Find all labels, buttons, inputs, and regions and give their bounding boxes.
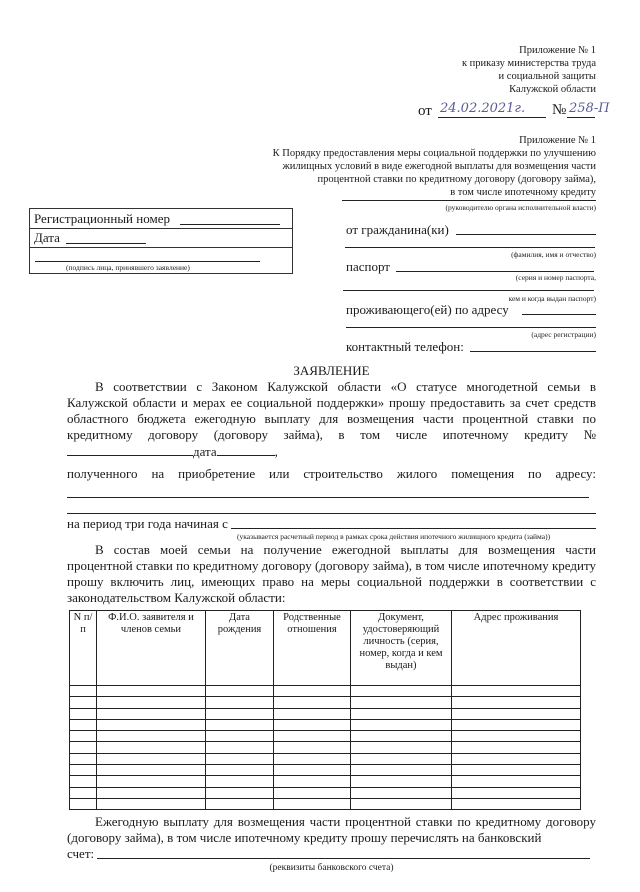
table-row: [70, 719, 581, 730]
table-cell[interactable]: [97, 719, 206, 730]
table-row: [70, 776, 581, 787]
table-cell[interactable]: [274, 753, 351, 764]
table-cell[interactable]: [274, 798, 351, 809]
table-cell[interactable]: [452, 776, 581, 787]
table-cell[interactable]: [351, 697, 452, 708]
table-cell[interactable]: [97, 765, 206, 776]
procedure-line: К Порядку предоставления меры социальной поддержки по улучшению: [272, 148, 596, 159]
table-row: [70, 742, 581, 753]
table-cell[interactable]: [97, 686, 206, 697]
appendix-line: Калужской области: [509, 84, 596, 95]
table-cell[interactable]: [452, 686, 581, 697]
table-cell[interactable]: [452, 731, 581, 742]
credit-number-label: (договору займа), в том числе ипотечному кредиту №: [213, 427, 597, 442]
appendix-block: [462, 44, 596, 96]
table-cell[interactable]: [452, 798, 581, 809]
table-row: [70, 753, 581, 764]
order-number-label: №: [552, 102, 567, 118]
phone-field[interactable]: [470, 351, 596, 352]
address-field[interactable]: [522, 314, 596, 315]
table-cell[interactable]: [274, 776, 351, 787]
col-header-fio: Ф.И.О. заявителя и членов семьи: [97, 611, 206, 686]
table-cell[interactable]: [70, 731, 97, 742]
paragraph-payment: Ежегодную выплату для возмещения части процентной ставки по кредитному договору (договору займа), в том числе ипотечному кредиту прошу перечислять на банковский: [67, 814, 596, 846]
table-cell[interactable]: [274, 719, 351, 730]
table-cell[interactable]: [97, 697, 206, 708]
table-cell[interactable]: [274, 686, 351, 697]
table-cell[interactable]: [274, 765, 351, 776]
table-cell[interactable]: [70, 719, 97, 730]
table-cell[interactable]: [206, 719, 274, 730]
table-row: [70, 697, 581, 708]
table-cell[interactable]: [351, 742, 452, 753]
table-cell[interactable]: [452, 742, 581, 753]
table-cell[interactable]: [206, 765, 274, 776]
table-row: [70, 765, 581, 776]
table-cell[interactable]: [97, 787, 206, 798]
table-cell[interactable]: [70, 686, 97, 697]
table-cell[interactable]: [206, 753, 274, 764]
address-hint: (адрес регистрации): [531, 330, 596, 339]
table-cell[interactable]: [274, 731, 351, 742]
account-label: счет:: [67, 846, 95, 862]
table-cell[interactable]: [97, 753, 206, 764]
table-cell[interactable]: [274, 697, 351, 708]
table-cell[interactable]: [452, 708, 581, 719]
passport-field[interactable]: [396, 271, 594, 272]
address-label: проживающего(ей) по адресу: [346, 302, 509, 317]
property-address-field-2[interactable]: [67, 498, 596, 514]
table-cell[interactable]: [274, 787, 351, 798]
table-cell[interactable]: [351, 708, 452, 719]
table-cell[interactable]: [70, 776, 97, 787]
table-cell[interactable]: [351, 719, 452, 730]
date-label: Дата: [34, 230, 60, 245]
table-row: [70, 798, 581, 809]
col-header-address: Адрес проживания: [452, 611, 581, 686]
order-number: 258-П: [569, 101, 610, 116]
property-address-field[interactable]: [67, 482, 589, 498]
table-cell[interactable]: [97, 776, 206, 787]
credit-number-field[interactable]: [67, 443, 193, 456]
period-field[interactable]: [231, 516, 596, 529]
credit-date-field[interactable]: [217, 443, 275, 456]
table-cell[interactable]: [351, 765, 452, 776]
procedure-line: в том числе ипотечному кредиту: [450, 187, 596, 198]
address-field-2[interactable]: [346, 327, 596, 328]
fio-field[interactable]: [345, 247, 595, 248]
order-date: 24.02.2021г.: [440, 101, 526, 116]
table-cell[interactable]: [70, 697, 97, 708]
passport-label: паспорт: [346, 259, 390, 274]
col-header-birthdate: Дата рождения: [206, 611, 274, 686]
table-cell[interactable]: [274, 708, 351, 719]
table-cell[interactable]: [452, 697, 581, 708]
table-row: [70, 686, 581, 697]
table-cell[interactable]: [206, 787, 274, 798]
table-cell[interactable]: [274, 742, 351, 753]
period-label: на период три года начиная с: [67, 516, 228, 531]
table-cell[interactable]: [97, 708, 206, 719]
order-from-label: от: [418, 103, 432, 119]
col-header-number: N п/п: [70, 611, 97, 686]
table-cell[interactable]: [351, 686, 452, 697]
procedure-line: жилищных условий в виде ежегодной выплаты для возмещения части: [282, 161, 596, 172]
head-hint: (руководителю органа исполнительной власти): [445, 203, 596, 212]
table-cell[interactable]: [206, 708, 274, 719]
table-header-row: [70, 611, 581, 686]
application-body: [67, 363, 596, 874]
table-cell[interactable]: [97, 742, 206, 753]
table-cell[interactable]: [97, 798, 206, 809]
table-cell[interactable]: [452, 753, 581, 764]
registration-box: [29, 208, 293, 274]
document-title: ЗАЯВЛЕНИЕ: [293, 363, 370, 378]
table-cell[interactable]: [351, 776, 452, 787]
passport-issued-hint: кем и когда выдан паспорт): [508, 294, 596, 303]
signature-field[interactable]: [35, 261, 260, 262]
passport-hint: (серия и номер паспорта,: [515, 273, 596, 282]
col-header-document: Документ, удостоверяющий личность (серия, номер, когда и кем выдан): [351, 611, 452, 686]
passport-issued-field[interactable]: [343, 290, 594, 291]
table-cell[interactable]: [452, 765, 581, 776]
col-header-relation: Родственные отношения: [274, 611, 351, 686]
appendix-line: и социальной защиты: [498, 71, 596, 82]
table-cell[interactable]: [351, 753, 452, 764]
period-hint: (указывается расчетный период в рамках срока действия ипотечного жилищного кредита (займа)): [237, 532, 551, 541]
table-cell[interactable]: [97, 731, 206, 742]
table-cell[interactable]: [70, 765, 97, 776]
table-cell[interactable]: [206, 776, 274, 787]
family-members-table: [69, 610, 581, 810]
procedure-line: Приложение № 1: [519, 135, 596, 146]
table-cell[interactable]: [206, 731, 274, 742]
reg-number-field[interactable]: [180, 224, 280, 225]
table-cell[interactable]: [351, 731, 452, 742]
table-cell[interactable]: [351, 787, 452, 798]
appendix-line: Приложение № 1: [519, 45, 596, 56]
table-row: [70, 708, 581, 719]
account-hint: (реквизиты банковского счета): [269, 863, 394, 874]
fio-hint: (фамилия, имя и отчество): [511, 250, 596, 259]
table-cell[interactable]: [70, 787, 97, 798]
credit-date-label: дата: [193, 444, 217, 459]
paragraph-request: В соответствии с Законом Калужской области «О статусе многодетной семьи в Калужской области и мерах ее социальной поддержки» прошу предоставить за счет средств областного бюджета ежегодную выплату для возмещения части процентной ставки по кредитному договору (договору займа), в том числе ипотечному кредиту № дата ,: [67, 379, 597, 459]
table-cell[interactable]: [70, 753, 97, 764]
table-cell[interactable]: [206, 742, 274, 753]
table-cell[interactable]: [206, 798, 274, 809]
paragraph-family: В состав моей семьи на получение ежегодной выплаты для возмещения части процентной ставки по кредитному договору (договору займа), в том числе ипотечному кредиту прошу включить лиц, имеющих право на меры социальной поддержки в соответствии с законодательством Калужской области:: [67, 542, 596, 605]
paragraph-text: В соответствии с Законом Калужской области «О статусе многодетной семьи в Калужской области и мерах ее социальной поддержки» прошу предоставить за счет средств областного бюджета ежегодную выплату для возмещения части процентной ставки по кредитному договору: [67, 379, 596, 442]
table-cell[interactable]: [70, 708, 97, 719]
procedure-line: процентной ставки по кредитному договору (договору займа),: [317, 174, 596, 185]
date-field[interactable]: [66, 243, 146, 244]
table-cell[interactable]: [70, 798, 97, 809]
from-field[interactable]: [456, 234, 596, 235]
phone-label: контактный телефон:: [346, 339, 464, 354]
table-cell[interactable]: [70, 742, 97, 753]
appendix-line: к приказу министерства труда: [461, 58, 596, 69]
table-cell[interactable]: [452, 719, 581, 730]
account-field[interactable]: [97, 846, 590, 859]
table-cell[interactable]: [206, 686, 274, 697]
table-cell[interactable]: [206, 697, 274, 708]
table-cell[interactable]: [452, 787, 581, 798]
procedure-block: [273, 134, 596, 199]
from-label: от гражданина(ки): [346, 222, 449, 237]
paragraph-property: полученного на приобретение или строительство жилого помещения по адресу:: [67, 466, 596, 481]
head-field[interactable]: [342, 200, 596, 201]
table-cell[interactable]: [351, 798, 452, 809]
table-row: [70, 731, 581, 742]
table-row: [70, 787, 581, 798]
signature-hint: (подпись лица, принявшего заявление): [66, 263, 190, 272]
reg-number-label: Регистрационный номер: [34, 211, 170, 226]
